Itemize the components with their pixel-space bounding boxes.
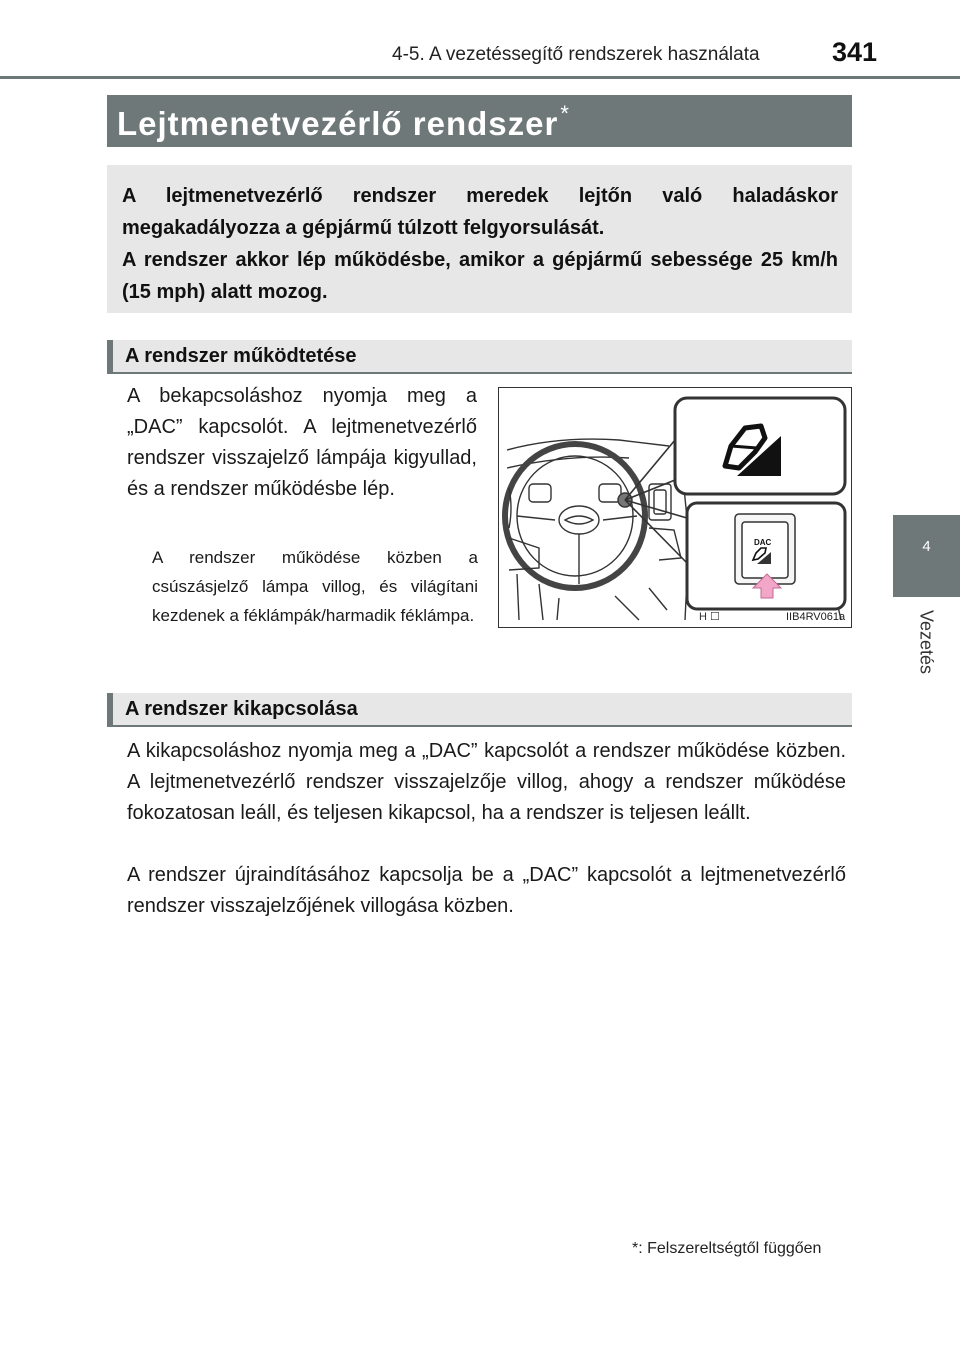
title-marker: *: [560, 101, 570, 126]
footnote-text: : Felszereltségtől függően: [638, 1240, 822, 1257]
chapter-number: 4: [922, 538, 931, 555]
figure-code: IIB4RV061a: [786, 611, 846, 623]
chapter-tab: [893, 515, 960, 597]
section1-note: A rendszer működése közben a csúszásjelző lámpa villog, és világítani kezdenek a féklámpák/harmadik féklámpa.: [152, 548, 478, 625]
page-number: 341: [832, 37, 878, 67]
section1-body: A bekapcsoláshoz nyomja meg a „DAC” kapcsolót. A lejtmenetvezérlő rendszer visszajelző lámpája kigyullad, és a rendszer működésbe lép.: [127, 385, 477, 500]
dac-switch-figure: [498, 387, 852, 628]
svg-text:H ☐: H ☐: [699, 611, 720, 623]
dac-button-label: DAC: [754, 538, 772, 547]
dashboard-illustration: [499, 388, 852, 628]
page-title-text: Lejtmenetvezérlő rendszer: [117, 105, 559, 142]
intro-line-1: A lejtmenetvezérlő rendszer meredek lejtőn való haladáskor megakadályozza a gépjármű túlzott felgyorsulását.: [122, 185, 838, 239]
footnote: [632, 1240, 821, 1258]
section2-para-1: A kikapcsoláshoz nyomja meg a „DAC” kapcsolót a rendszer működése közben. A lejtmenetvezérlő rendszer visszajelzője villog, ahogy a rendszer működése fokozatosan leáll, és teljesen kikapcsol, ha a rendszer is teljesen leállt.: [127, 740, 846, 824]
section-heading-2: A rendszer kikapcsolása: [125, 698, 358, 720]
chapter-label: Vezetés: [916, 609, 937, 675]
header-divider: [0, 76, 960, 79]
intro-text: [122, 180, 838, 308]
intro-line-2: A rendszer akkor lép működésbe, amikor a gépjármű sebessége 25 km/h (15 mph) alatt mozog.: [122, 249, 838, 303]
page-title: [117, 101, 570, 143]
section2-para-2: A rendszer újraindításához kapcsolja be a „DAC” kapcsolót a lejtmenetvezérlő rendszer visszajelzőjének villogása közben.: [127, 864, 846, 917]
footnote-marker: *: [632, 1240, 639, 1257]
dac-button: [735, 514, 795, 584]
header-section-title: 4-5. A vezetéssegítő rendszerek használata: [392, 44, 760, 65]
section-heading-1: A rendszer működtetése: [125, 345, 357, 367]
